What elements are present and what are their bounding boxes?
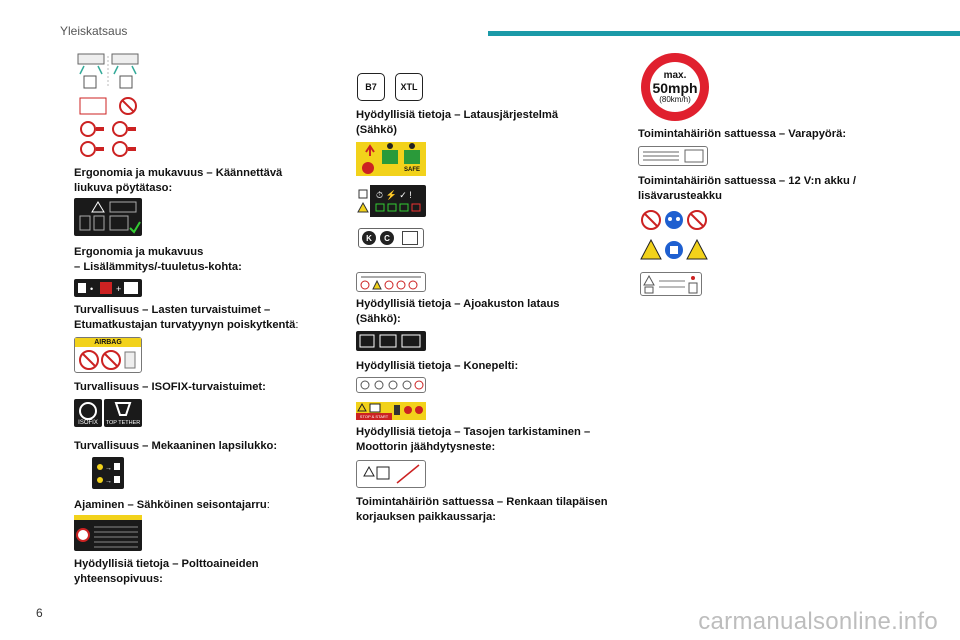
airbag-label (74, 337, 142, 373)
bonnet-label (356, 377, 426, 393)
svg-text:→: → (105, 465, 112, 472)
caption-table: Ergonomia ja mukavuus – Käännettävä liukuva pöytätaso: (74, 167, 283, 194)
caption-fuel: Hyödyllisiä tietoja – Polttoaineiden yhteensopivuus: (74, 558, 259, 585)
safe-text: SAFE (404, 167, 421, 173)
table-label-image (76, 52, 140, 90)
table-dark-label (74, 198, 142, 236)
svg-text:+: + (116, 284, 122, 294)
top-tether-icon (104, 399, 142, 427)
caption-spare-wheel: Toimintahäiriön sattuessa – Varapyörä: (638, 128, 847, 140)
isofix-icon (74, 399, 102, 427)
fuel-b7-icon: B7 (357, 73, 385, 101)
svg-text:→: → (105, 478, 112, 485)
caption-parking-brake-text: Ajaminen – Sähköinen seisontajarru (74, 499, 267, 511)
caption-airbag (74, 303, 334, 333)
coolant-label (356, 460, 426, 488)
caption-heating-title: Ergonomia ja mukavuus (74, 246, 204, 258)
table-warning-icons (78, 96, 140, 158)
stop-start-text: STOP & START SYSTEM (356, 413, 392, 420)
caption-parking-brake-colon: : (266, 499, 270, 511)
speed-max: max. (663, 69, 687, 81)
fuel-xtl-icon: XTL (395, 73, 423, 101)
caption-airbag-colon: : (295, 319, 299, 331)
charging-safe-label (356, 142, 426, 176)
caption-battery-charging: Hyödyllisiä tietoja – Ajoakuston lataus (Sähkö): (356, 298, 560, 325)
airbag-label-text: AIRBAG (75, 338, 141, 347)
charging-status-label (356, 185, 426, 217)
page-number: 6 (36, 606, 43, 620)
caption-heating: – Lisälämmitys/-tuuletus-kohta: (74, 261, 242, 273)
top-tether-text: TOP TETHER (105, 420, 141, 426)
charging-warning-strip (356, 272, 426, 292)
battery-prohibition-icons (640, 209, 708, 231)
caption-charging-system: Hyödyllisiä tietoja – Latausjärjestelmä (Sähkö) (356, 109, 559, 136)
caption-parking-brake (74, 498, 314, 513)
caption-airbag-text: Turvallisuus – Lasten turvaistuimet – Etumatkustajan turvatyynyn poiskytkentä (74, 304, 296, 331)
child-lock-label (92, 457, 124, 489)
stop-start-label (356, 402, 426, 426)
caption-isofix: Turvallisuus – ISOFIX-turvaistuimet: (74, 381, 266, 393)
speed-limit-sign (641, 53, 709, 121)
parking-brake-label (74, 515, 142, 551)
speed-mph: 50mph (652, 79, 698, 96)
caption-bonnet: Hyödyllisiä tietoja – Konepelti: (356, 360, 519, 372)
kc-label (358, 228, 424, 248)
watermark: carmanualsonline.info (698, 608, 938, 635)
svg-text:•: • (90, 284, 94, 294)
battery-warning-icons (640, 238, 708, 262)
isofix-text: ISOFIX (78, 420, 98, 426)
caption-battery: Toimintahäiriön sattuessa – 12 V:n akku / lisävarusteakku (638, 175, 857, 202)
battery-instruction-label (640, 272, 702, 296)
battery-charging-label (356, 331, 426, 351)
caption-child-lock: Turvallisuus – Mekaaninen lapsilukko: (74, 440, 278, 452)
manual-icon (402, 231, 418, 245)
heating-label (74, 279, 142, 297)
header-accent-bar (488, 31, 960, 36)
svg-text:⏱ ⚡ ✓ !: ⏱ ⚡ ✓ ! (376, 190, 412, 200)
caption-coolant: Hyödyllisiä tietoja – Tasojen tarkistaminen – Moottorin jäähdytysneste: (356, 426, 591, 453)
c-badge: C (380, 231, 394, 245)
speed-kmh: (80km/h) (659, 94, 691, 104)
k-badge: K (362, 231, 376, 245)
spare-wheel-label (638, 146, 708, 166)
caption-repair-kit: Toimintahäiriön sattuessa – Renkaan tilapäisen korjauksen paikkaussarja: (356, 496, 608, 523)
section-header: Yleiskatsaus (60, 24, 128, 38)
